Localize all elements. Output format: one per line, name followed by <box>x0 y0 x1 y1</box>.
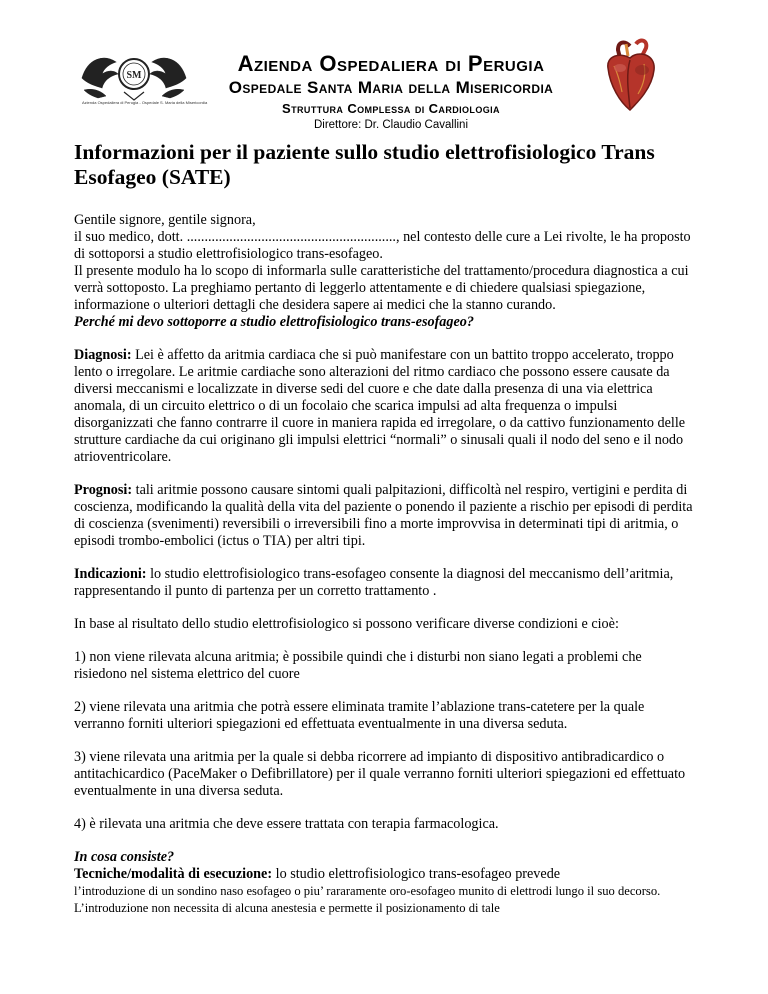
director-name: Direttore: Dr. Claudio Cavallini <box>313 119 469 131</box>
diagnosis-text: Lei è affetto da aritmia cardiaca che si può manifestare con un battito troppo accelerato, troppo lento o irregolare. Le aritmie cardiache sono alterazioni del ritmo cardiaco che possono essere causate da diversi meccanismi e localizzate in diverse sedi del cuore e che date dalla presenza di una via elettrica anomala, di un circuito elettrico o di un focolaio che scarica impulsi ad alta frequenza o impulsi disorganizzati che fanno contrarre il cuore in maniera rapida ed irregolare, o da cattivo funzionamento delle strutture cardiache da cui originano gli impulsi elettrici “normali” o sinusali quali il nodo del seno e il nodo atrioventricolare. <box>74 347 686 465</box>
indications-label: Indicazioni: <box>74 566 147 582</box>
technique-text-continued: l’introduzione di un sondino naso esofageo o piu’ rararamente oro-esofageo munito di elettrodi lungo il suo decorso. L’introduzione non necessita di alcuna anestesia e permette il posizionamento di tale <box>74 884 661 915</box>
intro-section <box>74 212 696 331</box>
list-item-1: 1) non viene rilevata alcuna aritmia; è possibile quindi che i disturbi non siano legati a problemi che risiedono nel sistema elettrico del cuore <box>74 649 642 682</box>
indications-text: lo studio elettrofisiologico trans-esofageo consente la diagnosi del meccanismo dell’aritmia, rappresentando il punto di partenza per un corretto trattamento . <box>74 566 674 599</box>
technique-text: lo studio elettrofisiologico trans-esofageo prevede <box>272 866 561 882</box>
document-body <box>74 140 696 917</box>
results-intro: In base al risultato dello studio elettrofisiologico si possono verificare diverse condizioni e cioè: <box>74 616 619 632</box>
diagnosis-label: Diagnosi: <box>74 347 132 363</box>
diagnosis-section <box>74 347 696 466</box>
intro-paragraph-purpose: Il presente modulo ha lo scopo di informarla sulle caratteristiche del trattamento/procedura diagnostica a cui verrà sottoposto. La preghiamo pertanto di leggerlo attentamente e di chiedere qualsiasi spiegazione, informazione o ulteriori dettagli che desidera sapere ai medici che la stanno curando. <box>74 263 689 313</box>
indications-section <box>74 566 696 600</box>
letterhead <box>0 0 768 135</box>
department-name: Struttura Complessa di Cardiologia <box>282 101 500 116</box>
technique-label: Tecniche/modalità di esecuzione: <box>74 866 273 882</box>
procedure-section <box>74 849 696 917</box>
greeting: Gentile signore, gentile signora, <box>74 212 256 228</box>
document-title: Informazioni per il paziente sullo studio elettrofisiologico Trans Esofageo (SATE) <box>74 140 655 189</box>
letterhead-text <box>196 52 586 132</box>
list-item-4: 4) è rilevata una aritmia che deve essere trattata con terapia farmacologica. <box>74 816 499 832</box>
hospital-crest-logo <box>74 48 208 105</box>
crest-initials: SM <box>126 70 142 81</box>
intro-paragraph-doctor: il suo medico, dott. ..........................................................., nel contesto delle cure a Lei rivolte, le ha proposto di sottoporsi a studio elettrofisiologico trans-esofageo. <box>74 229 691 262</box>
crest-caption: Azienda Ospedaliera di Perugia - Ospedale S. Maria della Misericordia <box>82 100 208 105</box>
list-item-2: 2) viene rilevata una aritmia che potrà essere eliminata tramite l’ablazione trans-catetere per la quale verranno forniti ulteriori spiegazioni ed effettuata eventualmente in una diversa seduta. <box>74 699 645 732</box>
hospital-subname: Ospedale Santa Maria della Misericordia <box>228 78 554 97</box>
heart-icon <box>600 38 662 114</box>
prognosis-text: tali aritmie possono causare sintomi quali palpitazioni, difficoltà nel respiro, vertigini e perdita di coscienza, modificando la qualità della vita del paziente o ponendo il paziente a rischio per episodi di perdita di coscienza (svenimenti) reversibili o irreversibili fino a morte improvvisa in determinati tipi di aritmia, o episodi trombo-embolici (ictus o TIA) per altri tipi. <box>74 482 693 549</box>
prognosis-section <box>74 482 696 550</box>
question-what: In cosa consiste? <box>74 849 175 865</box>
list-item-3: 3) viene rilevata una aritmia per la quale si debba ricorrere ad impianto di dispositivo antibradicardico o antitachicardico (PaceMaker o Defibrillatore) per il quale verranno forniti ulteriori spiegazioni ed effettuato eventualmente in una diversa seduta. <box>74 749 686 799</box>
hospital-name: Azienda Ospedaliera di Perugia <box>237 51 545 76</box>
prognosis-label: Prognosi: <box>74 482 133 498</box>
question-why: Perché mi devo sottoporre a studio elettrofisiologico trans-esofageo? <box>74 314 474 330</box>
